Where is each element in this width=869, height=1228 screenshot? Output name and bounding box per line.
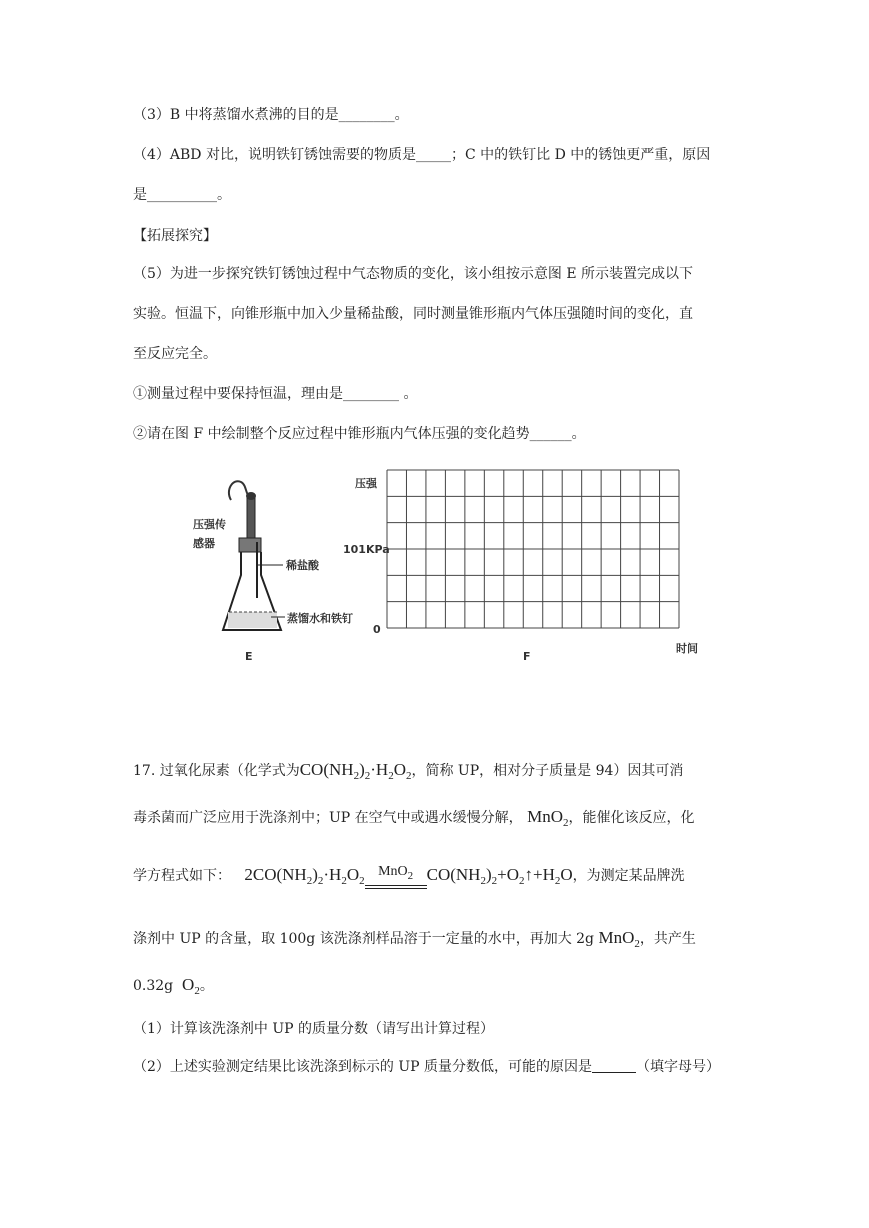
equation-arrow: MnO$_2$ [365, 864, 427, 889]
formula-mno2-2: MnO$_2$ [598, 928, 640, 950]
line-q4b: 是__________。 [133, 187, 231, 203]
label-sensor-2: 感器 [193, 537, 215, 550]
line-q5-2: ②请在图 F 中绘制整个反应过程中锥形瓶内气体压强的变化趋势______。 [133, 426, 586, 442]
q17-line4: 涤剂中 UP 的含量，取 100g 该洗涤剂样品溶于一定量的水中，再加大 2g MnO$_2$，共产生 [133, 928, 696, 950]
line-q5b: 实验。恒温下，向锥形瓶中加入少量稀盐酸，同时测量锥形瓶内气体压强随时间的变化，直 [133, 306, 693, 322]
label-f: F [523, 650, 531, 663]
q17-intro-b: ，简称 UP，相对分子质量是 94）因其可消 [411, 763, 684, 779]
formula-o2: $O_2$ [182, 975, 200, 997]
x-axis-label: 时间 [676, 642, 698, 655]
q17-line3: 学方程式如下： $2CO(NH_2)_2\cdot H_2O_2$ MnO$_2$ $CO(NH_2)_2+O_2↑+H_2O$，为测定某品牌洗 [133, 863, 685, 887]
line-q5c: 至反应完全。 [133, 346, 217, 362]
figure-ef [133, 460, 733, 695]
origin-label: 0 [373, 623, 381, 636]
q17-intro-a: 17. 过氧化尿素（化学式为 [133, 763, 300, 779]
label-sensor-1: 压强传 [193, 518, 226, 531]
answer-blank[interactable] [592, 1058, 636, 1073]
grid-f [133, 460, 733, 695]
equation: $2CO(NH_2)_2\cdot H_2O_2$ MnO$_2$ $CO(NH_2)_2+O_2↑+H_2O$ [244, 863, 573, 887]
label-water-nail: 蒸馏水和铁钉 [287, 612, 353, 625]
q17-sub2: （2）上述实验测定结果比该洗涤到标示的 UP 质量分数低，可能的原因是 （填字母号） [133, 1059, 721, 1075]
y-tick-101kpa: 101KPa [343, 543, 390, 556]
line-q5a: （5）为进一步探究铁钉锈蚀过程中气态物质的变化，该小组按示意图 E 所示装置完成以下 [133, 266, 694, 282]
y-axis-label: 压强 [355, 477, 377, 490]
formula-up: $CO(NH_2)_2\cdot H_2O_2$ [299, 760, 412, 782]
label-acid: 稀盐酸 [286, 559, 319, 572]
line-q4a: （4）ABD 对比，说明铁钉锈蚀需要的物质是_____；C 中的铁钉比 D 中的锈蚀更严重，原因 [133, 147, 711, 163]
formula-mno2: MnO$_2$ [527, 807, 569, 829]
q17-line1 [133, 760, 683, 786]
q17-sub1: （1）计算该洗涤剂中 UP 的质量分数（请写出计算过程） [133, 1021, 495, 1037]
line-q5-1: ①测量过程中要保持恒温，理由是________ 。 [133, 386, 418, 402]
label-e: E [245, 650, 253, 663]
section-title-extension: 【拓展探究】 [133, 228, 217, 244]
line-q3: （3）B 中将蒸馏水煮沸的目的是________。 [133, 107, 409, 123]
q17-line5: 0.32g $O_2$。 [133, 975, 214, 997]
q17-line2: 毒杀菌而广泛应用于洗涤剂中；UP 在空气中或遇水缓慢分解， MnO$_2$，能催化该反应，化 [133, 807, 695, 829]
